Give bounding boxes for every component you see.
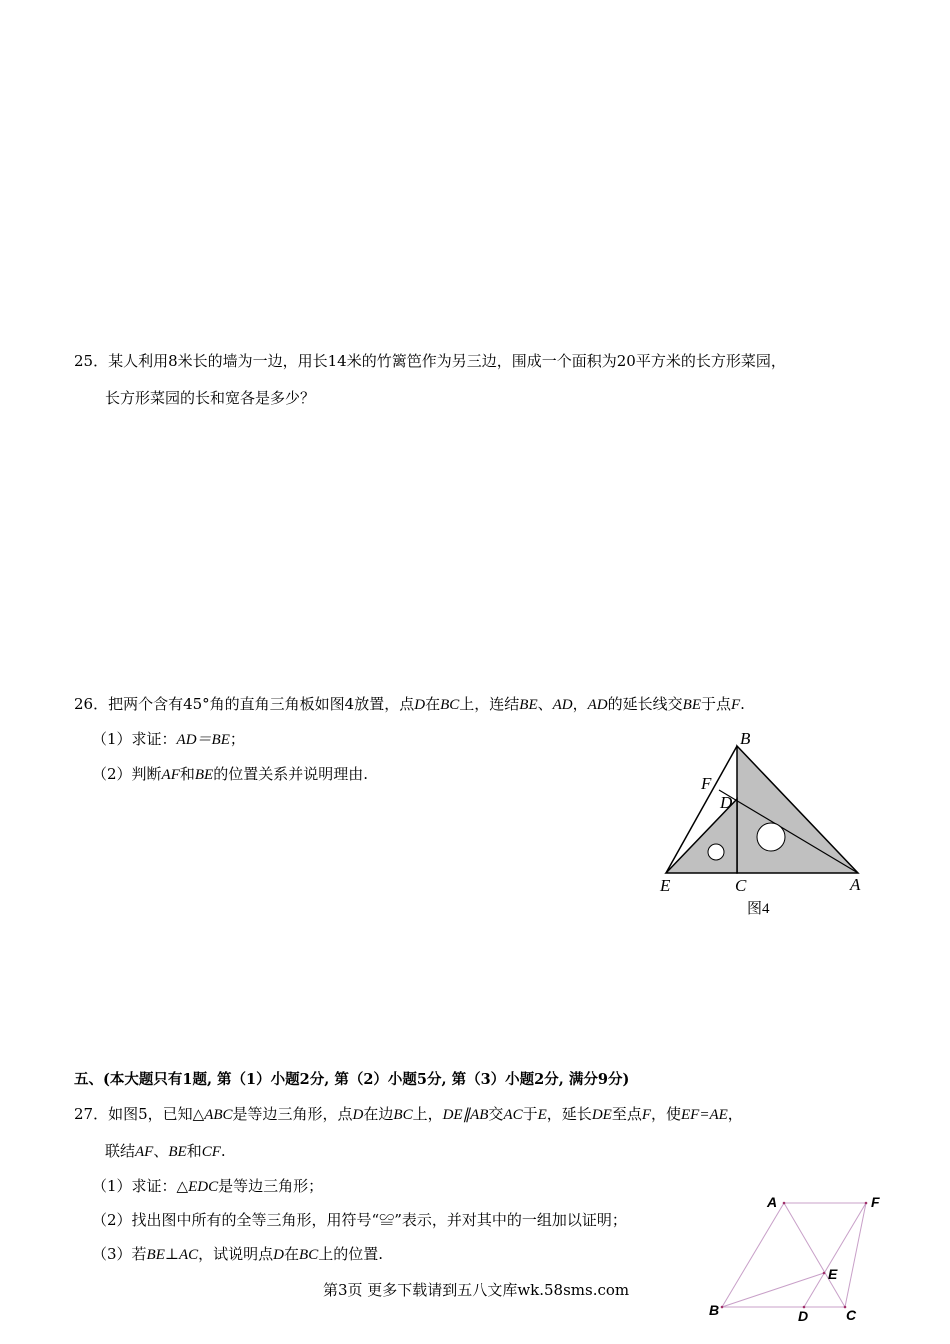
- q27-part-3: [92, 1244, 383, 1265]
- figure-4: [655, 728, 875, 923]
- q27-text: （2）找出图中所有的全等三角形，用符号“≌”表示，并对其中的一组加以证明；: [92, 1211, 627, 1229]
- q26-text: 和: [179, 765, 195, 783]
- fig4-label-d: D: [720, 793, 733, 812]
- fig5-point-b: [721, 1306, 724, 1309]
- q26-text: （1）求证：: [92, 730, 177, 748]
- section-5-title: [74, 1070, 629, 1090]
- q26-var: AD＝BE: [176, 732, 230, 748]
- fig4-label-e: E: [660, 876, 671, 895]
- q27-text: ，使: [651, 1105, 682, 1123]
- q27-text: ，试说明点: [198, 1245, 274, 1263]
- q26-text: .: [740, 695, 745, 713]
- fig5-label-d: D: [798, 1308, 809, 1324]
- q26-text: 的位置关系并说明理由.: [213, 765, 368, 783]
- q27-text: （1）求证：△: [92, 1177, 189, 1195]
- q26-text: ，: [572, 695, 588, 713]
- q27-var: EF=AE: [681, 1107, 728, 1123]
- q26-text: 、: [537, 695, 553, 713]
- q27-text: ，: [727, 1105, 743, 1123]
- q26-part-2: [92, 764, 368, 785]
- q27-text: 上，: [412, 1105, 443, 1123]
- q27-text: 至点: [611, 1105, 642, 1123]
- q26-var: AD: [552, 697, 573, 713]
- q25-text-2: 长方形菜园的长和宽各是多少？: [105, 389, 316, 407]
- q25-text-1: 某人利用8米长的墙为一边，用长14米的竹篱笆作为另三边，围成一个面积为20平方米的长方形菜园，: [108, 352, 786, 370]
- q27-text: 和: [186, 1142, 202, 1160]
- q26-var: BE: [519, 697, 538, 713]
- q25-line-1: [74, 351, 786, 371]
- figure-5: [700, 1188, 900, 1328]
- q27-text: 在: [284, 1245, 300, 1263]
- q27-var: BE: [168, 1144, 187, 1160]
- q27-text: 于: [522, 1105, 538, 1123]
- q27-var: CF: [201, 1144, 221, 1160]
- fig4-hole-large: [757, 823, 785, 851]
- q26-var: AD: [587, 697, 608, 713]
- q27-var: AC: [178, 1247, 199, 1263]
- fig4-label-c: C: [735, 876, 747, 895]
- q25-number: 25．: [74, 352, 109, 370]
- fig5-line-ac: [784, 1203, 845, 1307]
- q27-line-1: [74, 1104, 743, 1125]
- q26-text: 上，连结: [459, 695, 520, 713]
- q27-text: 如图5，已知△: [108, 1105, 205, 1123]
- q27-var: ABC: [204, 1107, 233, 1123]
- fig4-label-b: B: [740, 729, 751, 748]
- fig5-label-b: B: [709, 1302, 720, 1318]
- q27-var: DE∥AB: [442, 1107, 489, 1123]
- fig5-point-e: [823, 1272, 826, 1275]
- q27-text: 上的位置.: [318, 1245, 383, 1263]
- fig5-line-be: [722, 1273, 824, 1307]
- q26-number: 26．: [74, 695, 109, 713]
- q27-text: 交: [488, 1105, 504, 1123]
- q26-var: BE: [682, 697, 701, 713]
- fig5-label-f: F: [871, 1194, 880, 1210]
- q27-text: （3）若: [92, 1245, 147, 1263]
- q26-var: D: [414, 697, 426, 713]
- q27-var: D: [352, 1107, 364, 1123]
- fig5-point-f: [865, 1202, 868, 1205]
- q27-text: 是等边三角形，点: [232, 1105, 353, 1123]
- q27-var: AF: [135, 1144, 154, 1160]
- fig4-caption: 图4: [747, 901, 770, 917]
- fig4-hole-small: [708, 844, 724, 860]
- q27-text: ，延长: [546, 1105, 592, 1123]
- q27-part-1: [92, 1176, 323, 1197]
- q26-text: （2）判断: [92, 765, 162, 783]
- fig5-label-a: A: [767, 1194, 778, 1210]
- q26-var: BE: [194, 767, 214, 783]
- fig4-label-a: A: [850, 875, 861, 894]
- q27-text: 联结: [105, 1142, 136, 1160]
- q27-text: 、: [153, 1142, 169, 1160]
- q27-text: .: [220, 1142, 226, 1160]
- q26-text: 于点: [700, 695, 731, 713]
- q26-part-1: [92, 729, 245, 750]
- q26-text: 在: [425, 695, 441, 713]
- section-5-title-text: 五、(本大题只有1题, 第（1）小题2分, 第（2）小题5分, 第（3）小题2分, 满分9分): [74, 1071, 630, 1088]
- fig5-line-df: [804, 1203, 866, 1307]
- q27-var: F: [641, 1107, 651, 1123]
- q27-var: E: [537, 1107, 547, 1123]
- q27-var: AC: [503, 1107, 523, 1123]
- q26-var: F: [731, 697, 741, 713]
- fig5-line-ab: [722, 1203, 784, 1307]
- fig5-point-a: [783, 1202, 786, 1205]
- fig4-triangle-abc: [737, 746, 858, 873]
- page-footer: [323, 1280, 629, 1300]
- q27-var: BC: [299, 1247, 319, 1263]
- q27-text: 在边: [363, 1105, 394, 1123]
- q26-text: 把两个含有45°角的直角三角板如图4放置，点: [108, 695, 415, 713]
- q27-line-2: [105, 1141, 226, 1162]
- q26-line-1: [74, 694, 745, 715]
- fig5-line-cf: [845, 1203, 866, 1307]
- q27-var: DE: [591, 1107, 612, 1123]
- page-footer-text: 第3页 更多下载请到五八文库wk.58sms.com: [323, 1281, 630, 1299]
- q27-number: 27．: [74, 1105, 109, 1123]
- q27-part-2: [92, 1210, 627, 1230]
- fig5-label-e: E: [828, 1266, 838, 1282]
- fig4-label-f: F: [701, 774, 712, 793]
- fig5-label-c: C: [846, 1307, 857, 1323]
- q25-line-2: [105, 388, 315, 408]
- q27-var: EDC: [188, 1179, 219, 1195]
- q26-text: 的延长线交: [607, 695, 683, 713]
- q26-var: AF: [161, 767, 180, 783]
- q26-var: BC: [440, 697, 460, 713]
- q27-text: ⊥: [164, 1245, 179, 1263]
- q27-var: D: [273, 1247, 285, 1263]
- q27-var: BC: [393, 1107, 413, 1123]
- q27-var: BE: [146, 1247, 165, 1263]
- q26-text: ；: [229, 730, 245, 748]
- q27-text: 是等边三角形；: [218, 1177, 324, 1195]
